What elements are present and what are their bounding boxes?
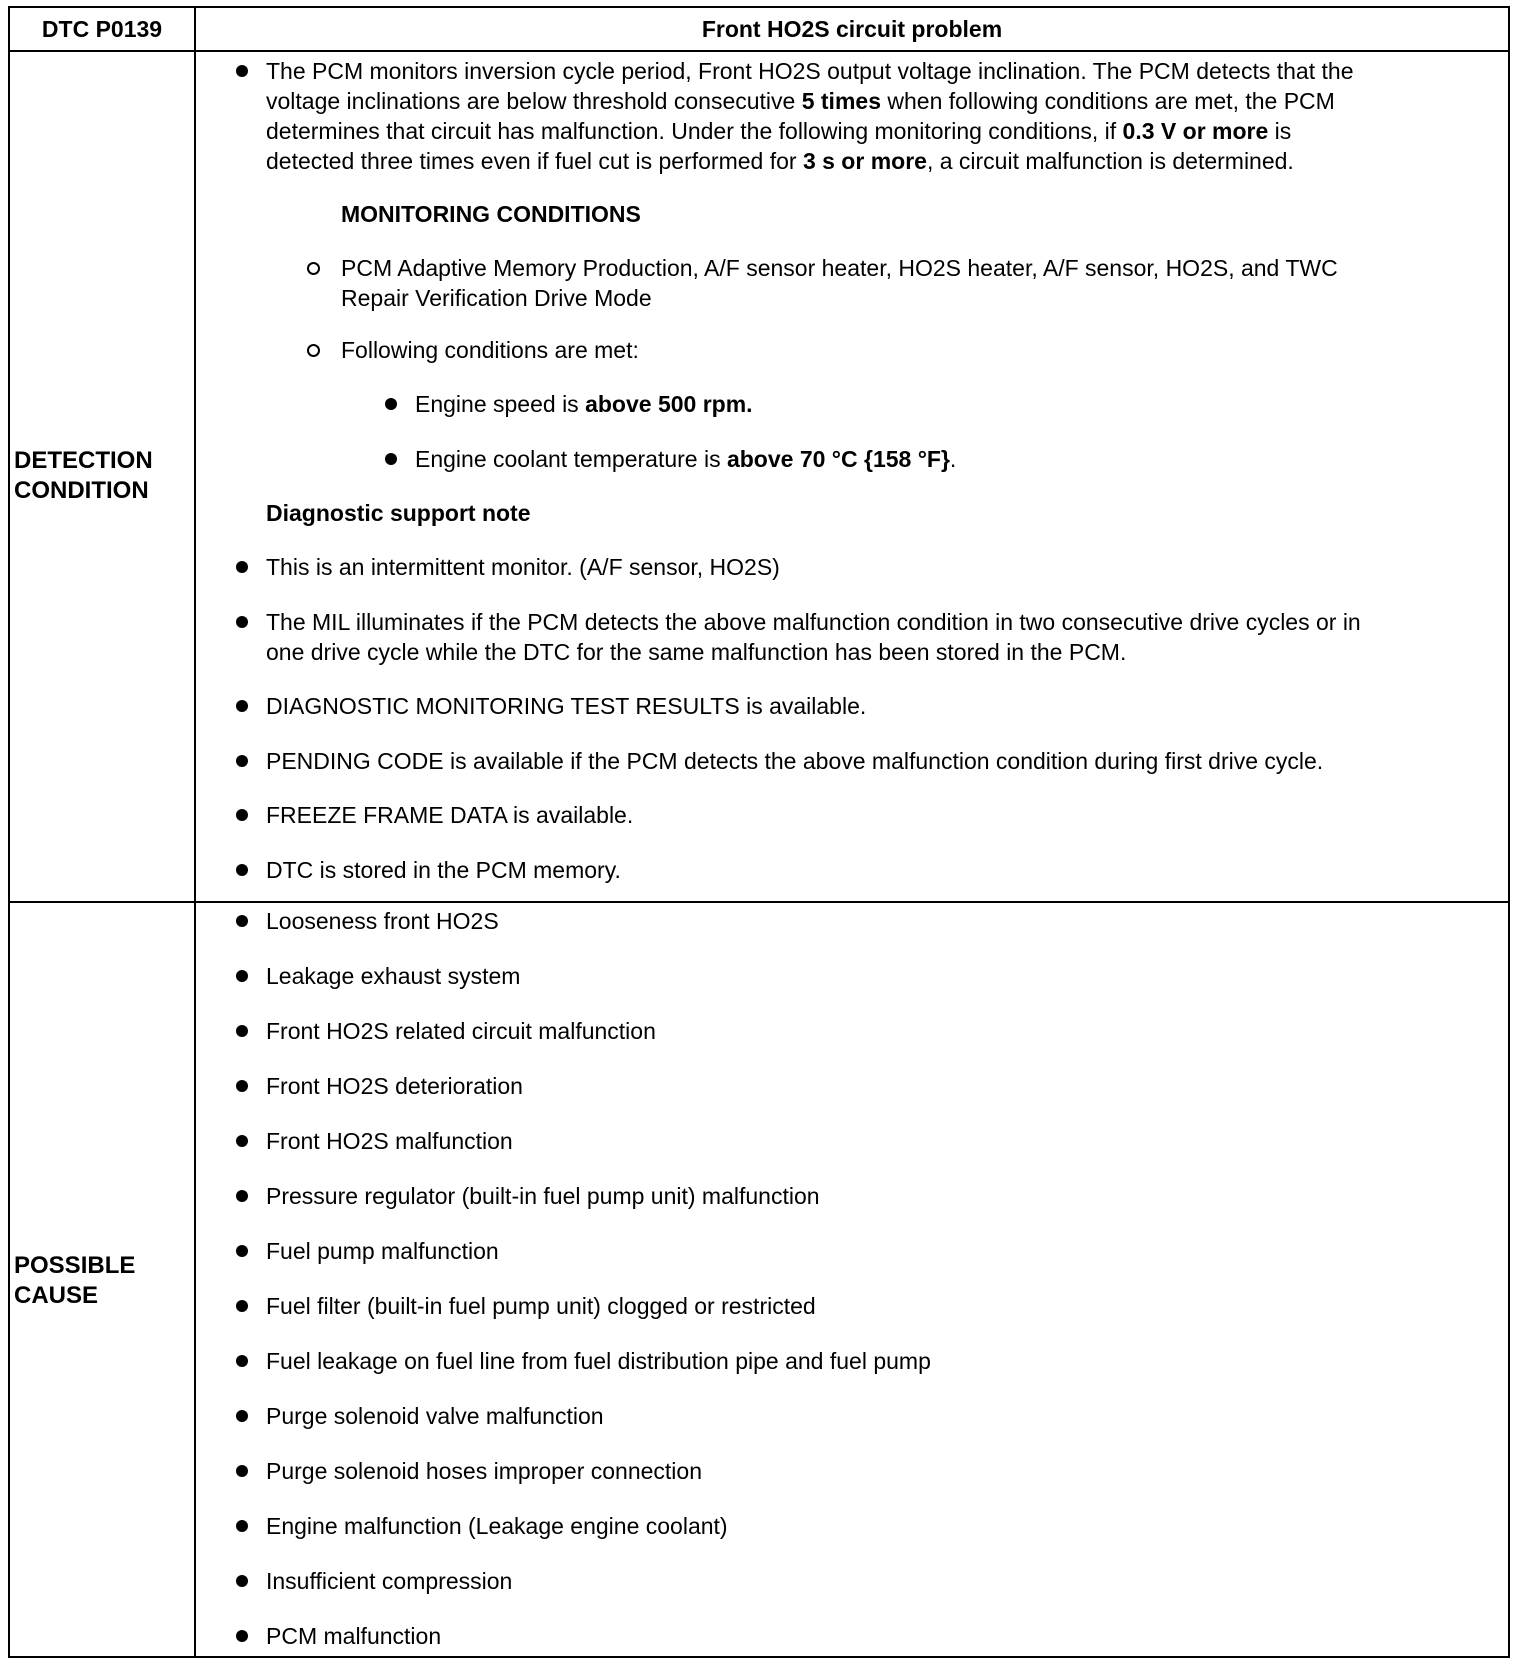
bullet-icon <box>236 1630 248 1642</box>
dtc-title: Front HO2S circuit problem <box>701 16 1003 42</box>
support-note: DIAGNOSTIC MONITORING TEST RESULTS is available. <box>266 693 867 719</box>
bullet-icon <box>236 864 248 876</box>
intro-line-4: detected three times even if fuel cut is performed for 3 s or more, a circuit malfunction is determined. <box>266 148 1294 174</box>
support-note: FREEZE FRAME DATA is available. <box>266 802 634 828</box>
cause-item: Purge solenoid hoses improper connection <box>266 1458 702 1484</box>
ring-bullet-icon <box>307 344 320 357</box>
monitoring-item-1-line-2: Repair Verification Drive Mode <box>341 285 652 311</box>
monitoring-item-2: Following conditions are met: <box>341 337 639 363</box>
cause-item: Purge solenoid valve malfunction <box>266 1403 604 1429</box>
bullet-icon <box>236 1135 248 1147</box>
bullet-icon <box>236 1355 248 1367</box>
cause-item: Insufficient compression <box>266 1568 513 1594</box>
cause-item: Leakage exhaust system <box>266 963 521 989</box>
diagnostic-support-heading: Diagnostic support note <box>266 500 531 526</box>
support-note: This is an intermittent monitor. (A/F sensor, HO2S) <box>266 554 780 580</box>
cause-item: Engine malfunction (Leakage engine coolant) <box>266 1513 728 1539</box>
bullet-icon <box>236 700 248 712</box>
cause-item: Pressure regulator (built-in fuel pump unit) malfunction <box>266 1183 820 1209</box>
row-divider-cause <box>10 901 1508 903</box>
detection-condition-label: DETECTION CONDITION <box>14 447 153 504</box>
sub-condition-engine-speed: Engine speed is above 500 rpm. <box>415 391 753 417</box>
dtc-code: DTC P0139 <box>41 16 163 42</box>
bullet-icon <box>385 398 397 410</box>
bullet-icon <box>236 1575 248 1587</box>
cause-item: Looseness front HO2S <box>266 908 499 934</box>
column-divider <box>194 8 196 1656</box>
monitoring-conditions-heading: MONITORING CONDITIONS <box>341 201 641 227</box>
bullet-icon <box>236 755 248 767</box>
bullet-icon <box>236 1245 248 1257</box>
bullet-icon <box>236 1410 248 1422</box>
bullet-icon <box>236 970 248 982</box>
sub-condition-coolant-temp: Engine coolant temperature is above 70 °C {158 °F}. <box>415 446 957 472</box>
cause-item: Fuel filter (built-in fuel pump unit) clogged or restricted <box>266 1293 816 1319</box>
cause-item: PCM malfunction <box>266 1623 442 1649</box>
bullet-icon <box>236 1025 248 1037</box>
bullet-icon <box>236 915 248 927</box>
intro-line-3: determines that circuit has malfunction. Under the following monitoring conditions, if 0.3 V or more is <box>266 118 1292 144</box>
bullet-icon <box>236 1465 248 1477</box>
cause-item: Fuel leakage on fuel line from fuel distribution pipe and fuel pump <box>266 1348 931 1374</box>
bullet-icon <box>236 616 248 628</box>
ring-bullet-icon <box>307 262 320 275</box>
bullet-icon <box>236 561 248 573</box>
intro-line-1: The PCM monitors inversion cycle period, Front HO2S output voltage inclination. The PCM detects that the <box>266 58 1354 84</box>
support-note: one drive cycle while the DTC for the same malfunction has been stored in the PCM. <box>266 639 1127 665</box>
cause-item: Front HO2S related circuit malfunction <box>266 1018 656 1044</box>
bullet-icon <box>236 1520 248 1532</box>
bullet-icon <box>385 453 397 465</box>
bullet-icon <box>236 1190 248 1202</box>
cause-item: Fuel pump malfunction <box>266 1238 499 1264</box>
row-divider-header <box>10 50 1508 52</box>
support-note: The MIL illuminates if the PCM detects the above malfunction condition in two consecutive drive cycles or in <box>266 609 1361 635</box>
bullet-icon <box>236 65 248 77</box>
possible-cause-label: POSSIBLE CAUSE <box>14 1252 136 1309</box>
cause-item: Front HO2S deterioration <box>266 1073 523 1099</box>
cause-item: Front HO2S malfunction <box>266 1128 513 1154</box>
support-note: PENDING CODE is available if the PCM detects the above malfunction condition during first drive cycle. <box>266 748 1324 774</box>
bullet-icon <box>236 1080 248 1092</box>
monitoring-item-1-line-1: PCM Adaptive Memory Production, A/F sensor heater, HO2S heater, A/F sensor, HO2S, and TWC <box>341 255 1338 281</box>
bullet-icon <box>236 809 248 821</box>
bullet-icon <box>236 1300 248 1312</box>
intro-line-2: voltage inclinations are below threshold consecutive 5 times when following conditions are met, the PCM <box>266 88 1335 114</box>
support-note: DTC is stored in the PCM memory. <box>266 857 621 883</box>
